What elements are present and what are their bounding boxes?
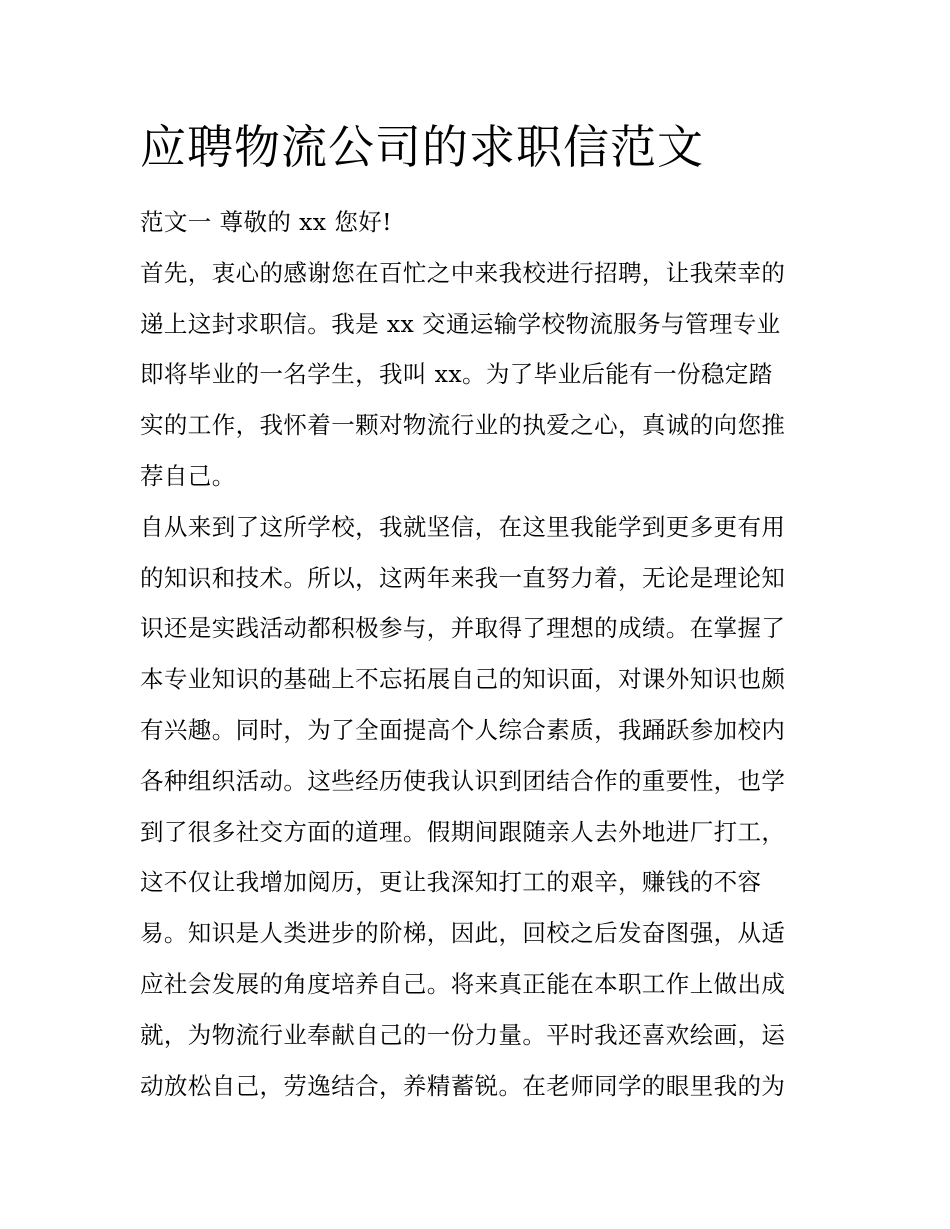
document-body — [140, 197, 840, 1111]
body-line: 有兴趣。同时，为了全面提高个人综合素质，我踊跃参加校内 — [140, 715, 786, 744]
body-line: 自从来到了这所学校，我就坚信，在这里我能学到更多更有用 — [140, 512, 786, 541]
body-line: 各种组织活动。这些经历使我认识到团结合作的重要性，也学 — [140, 766, 786, 795]
body-line: 荐自己。 — [140, 461, 236, 490]
body-line: 即将毕业的一名学生，我叫 xx。为了毕业后能有一份稳定踏 — [140, 360, 773, 389]
document-title: 应聘物流公司的求职信范文 — [140, 120, 704, 174]
body-line: 到了很多社交方面的道理。假期间跟随亲人去外地进厂打工， — [140, 817, 786, 846]
body-line: 识还是实践活动都积极参与，并取得了理想的成绩。在掌握了 — [140, 614, 786, 643]
body-line: 的知识和技术。所以，这两年来我一直努力着，无论是理论知 — [140, 563, 786, 592]
body-line: 本专业知识的基础上不忘拓展自己的知识面，对课外知识也颇 — [140, 665, 786, 694]
body-line: 动放松自己，劳逸结合，养精蓄锐。在老师同学的眼里我的为 — [140, 1071, 786, 1100]
body-line: 这不仅让我增加阅历，更让我深知打工的艰辛，赚钱的不容 — [140, 868, 762, 897]
body-line: 就，为物流行业奉献自己的一份力量。平时我还喜欢绘画，运 — [140, 1020, 786, 1049]
body-line: 首先，衷心的感谢您在百忙之中来我校进行招聘，让我荣幸的 — [140, 258, 786, 287]
body-line: 递上这封求职信。我是 xx 交通运输学校物流服务与管理专业 — [140, 309, 781, 338]
body-line-greeting: 范文一 尊敬的 xx 您好! — [140, 208, 392, 236]
body-line: 易。知识是人类进步的阶梯，因此，回校之后发奋图强，从适 — [140, 919, 786, 948]
body-line: 应社会发展的角度培养自己。将来真正能在本职工作上做出成 — [140, 969, 786, 998]
body-line: 实的工作，我怀着一颗对物流行业的执爱之心，真诚的向您推 — [140, 411, 786, 440]
